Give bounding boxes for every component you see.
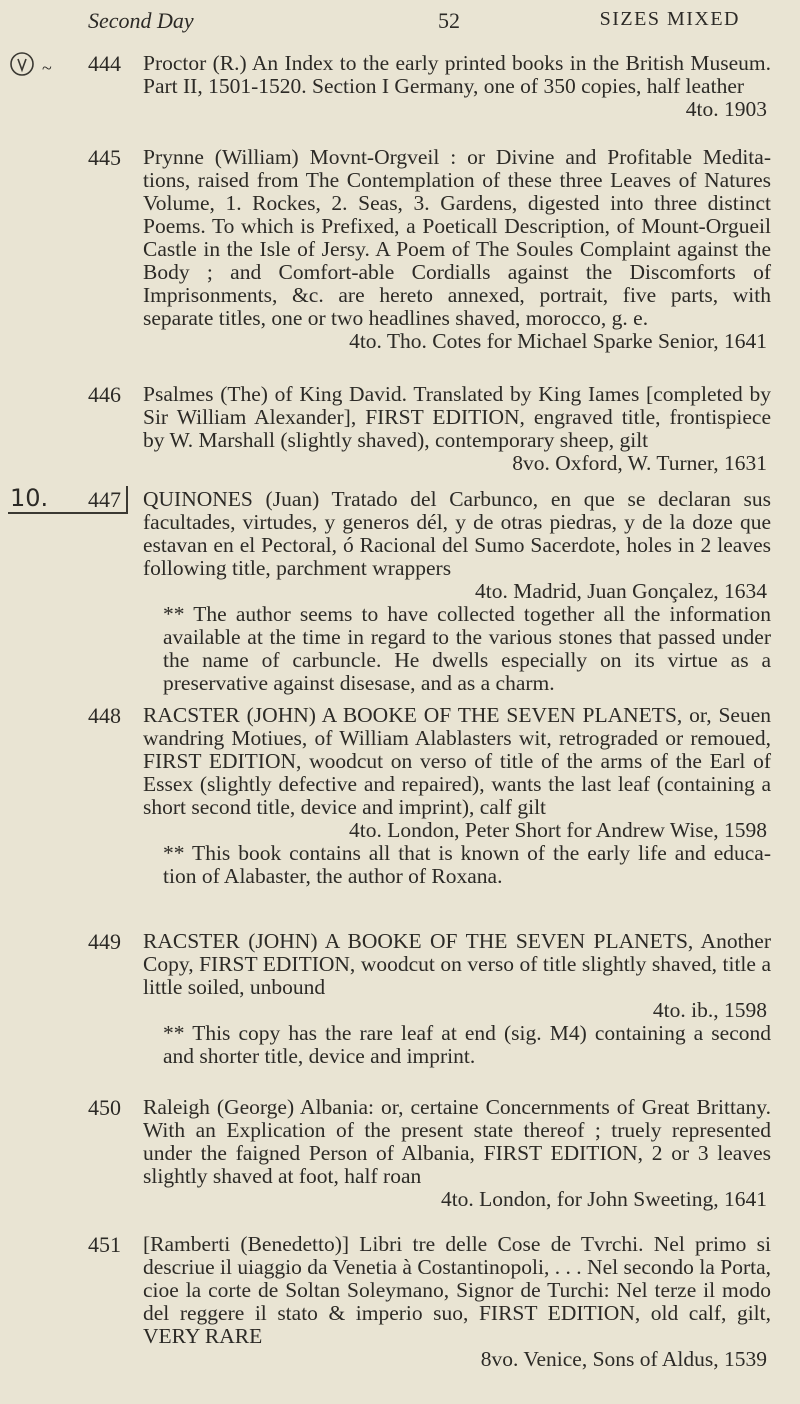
lot-imprint: 4to. 1903 [685,97,767,121]
lot-number: 450 [88,1095,121,1120]
lot-number: 451 [88,1232,121,1257]
lot-imprint: 4to. ib., 1598 [652,998,767,1022]
lot-description [143,146,771,353]
lot-description [143,704,771,888]
lot-imprint: 4to. Madrid, Juan Gonçalez, 1634 [475,579,767,603]
pencil-annotation-icon [8,50,36,87]
lot-text: RACSTER (JOHN) A BOOKE OF THE SEVEN PLANETS, or, Seuen wandring Motiues, of William Alablasters wit, retrograded or remoued, FIRST EDITION, woodcut on verso of title of the arms of the Earl of Essex (slightly defective and repaired), wants the last leaf (containing a short second title, device and imprint), calf gilt [143,703,771,819]
header-day: Second Day [88,8,194,33]
lot-imprint: 4to. London, for John Sweeting, 1641 [440,1187,767,1211]
lot-text: [Ramberti (Benedetto)] Libri tre delle Cose de Tvrchi. Nel primo si descriue il uiaggio da Venetia à Costantinopoli, . . . Nel secondo la Porta, cioe la corte de Soltan Soleymano, Signor de Turchi: Nel terze il modo del reggere il stato & imperio suo, FIRST EDITION, old calf, gilt, VERY RARE [143,1232,771,1348]
lot-note: ** The author seems to have collected together all the information available at the time in regard to the various stones that passed under the name of carbuncle. He dwells especially on its virtue as a preservative against disesase, and as a charm. [163,602,771,695]
lot-number: 448 [88,703,121,728]
lot-description [143,1233,771,1371]
lot-imprint: 8vo. Venice, Sons of Aldus, 1539 [480,1347,767,1371]
lot-number: 449 [88,929,121,954]
header-sizes: SIZES MIXED [599,8,740,30]
page-number: 52 [438,8,460,33]
lot-number: 446 [88,382,121,407]
lot-description [143,930,771,1068]
lot-text: Psalmes (The) of King David. Translated by King Iames [completed by Sir William Alexander], FIRST EDITION, engraved title, frontispiece by W. Marshall (slightly shaved), contemporary sheep, gilt [143,382,771,452]
lot-note: ** This copy has the rare leaf at end (sig. M4) containing a second and shorter title, device and imprint. [163,1021,771,1068]
lot-number: 444 [88,51,121,76]
lot-text: RACSTER (JOHN) A BOOKE OF THE SEVEN PLANETS, Another Copy, FIRST EDITION, woodcut on verso of title slightly shaved, title a little soiled, unbound [143,929,771,999]
annotation-tilde: ~ [42,58,52,78]
margin-price-note: 10. [10,484,49,512]
lot-description [143,1096,771,1211]
lot-number: 447 [88,487,121,512]
lot-description [143,52,771,121]
lot-description [143,488,771,695]
lot-number: 445 [88,145,121,170]
lot-note: ** This book contains all that is known of the early life and educa-tion of Alabaster, the author of Roxana. [163,841,771,888]
lot-description [143,383,771,475]
lot-text: Prynne (William) Movnt-Orgveil : or Divine and Profitable Medita-tions, raised from The Contemplation of these three Leaves of Natures Volume, 1. Rockes, 2. Seas, 3. Gardens, digested into three distinct Poems. To which is Prefixed, a Poeticall Description, of Mount-Orgueil Castle in the Isle of Jersy. A Poem of The Soules Complaint against the Body ; and Comfort-able Cordialls against the Discomforts of Imprisonments, &c. are hereto annexed, portrait, five parts, with separate titles, one or two headlines shaved, morocco, g. e. [143,145,771,330]
lot-text: Proctor (R.) An Index to the early printed books in the British Museum. Part II, 1501-1520. Section I Germany, one of 350 copies, half leather [143,51,771,98]
lot-text: Raleigh (George) Albania: or, certaine Concernments of Great Brittany. With an Explication of the present state thereof ; truely represented under the faigned Person of Albania, FIRST EDITION, 2 or 3 leaves slightly shaved at foot, half roan [143,1095,771,1188]
page-header [88,8,740,38]
lot-text: QUINONES (Juan) Tratado del Carbunco, en que se declaran sus facultades, virtudes, y generos dél, y de otras piedras, y de la doze que estavan en el Pectoral, ó Racional del Sumo Sacerdote, holes in 2 leaves following title, parchment wrappers [143,487,771,580]
lot-imprint: 8vo. Oxford, W. Turner, 1631 [512,451,767,475]
margin-rule [8,512,128,514]
lot-imprint: 4to. London, Peter Short for Andrew Wise, 1598 [349,818,767,842]
lot-imprint: 4to. Tho. Cotes for Michael Sparke Senior, 1641 [349,329,767,353]
